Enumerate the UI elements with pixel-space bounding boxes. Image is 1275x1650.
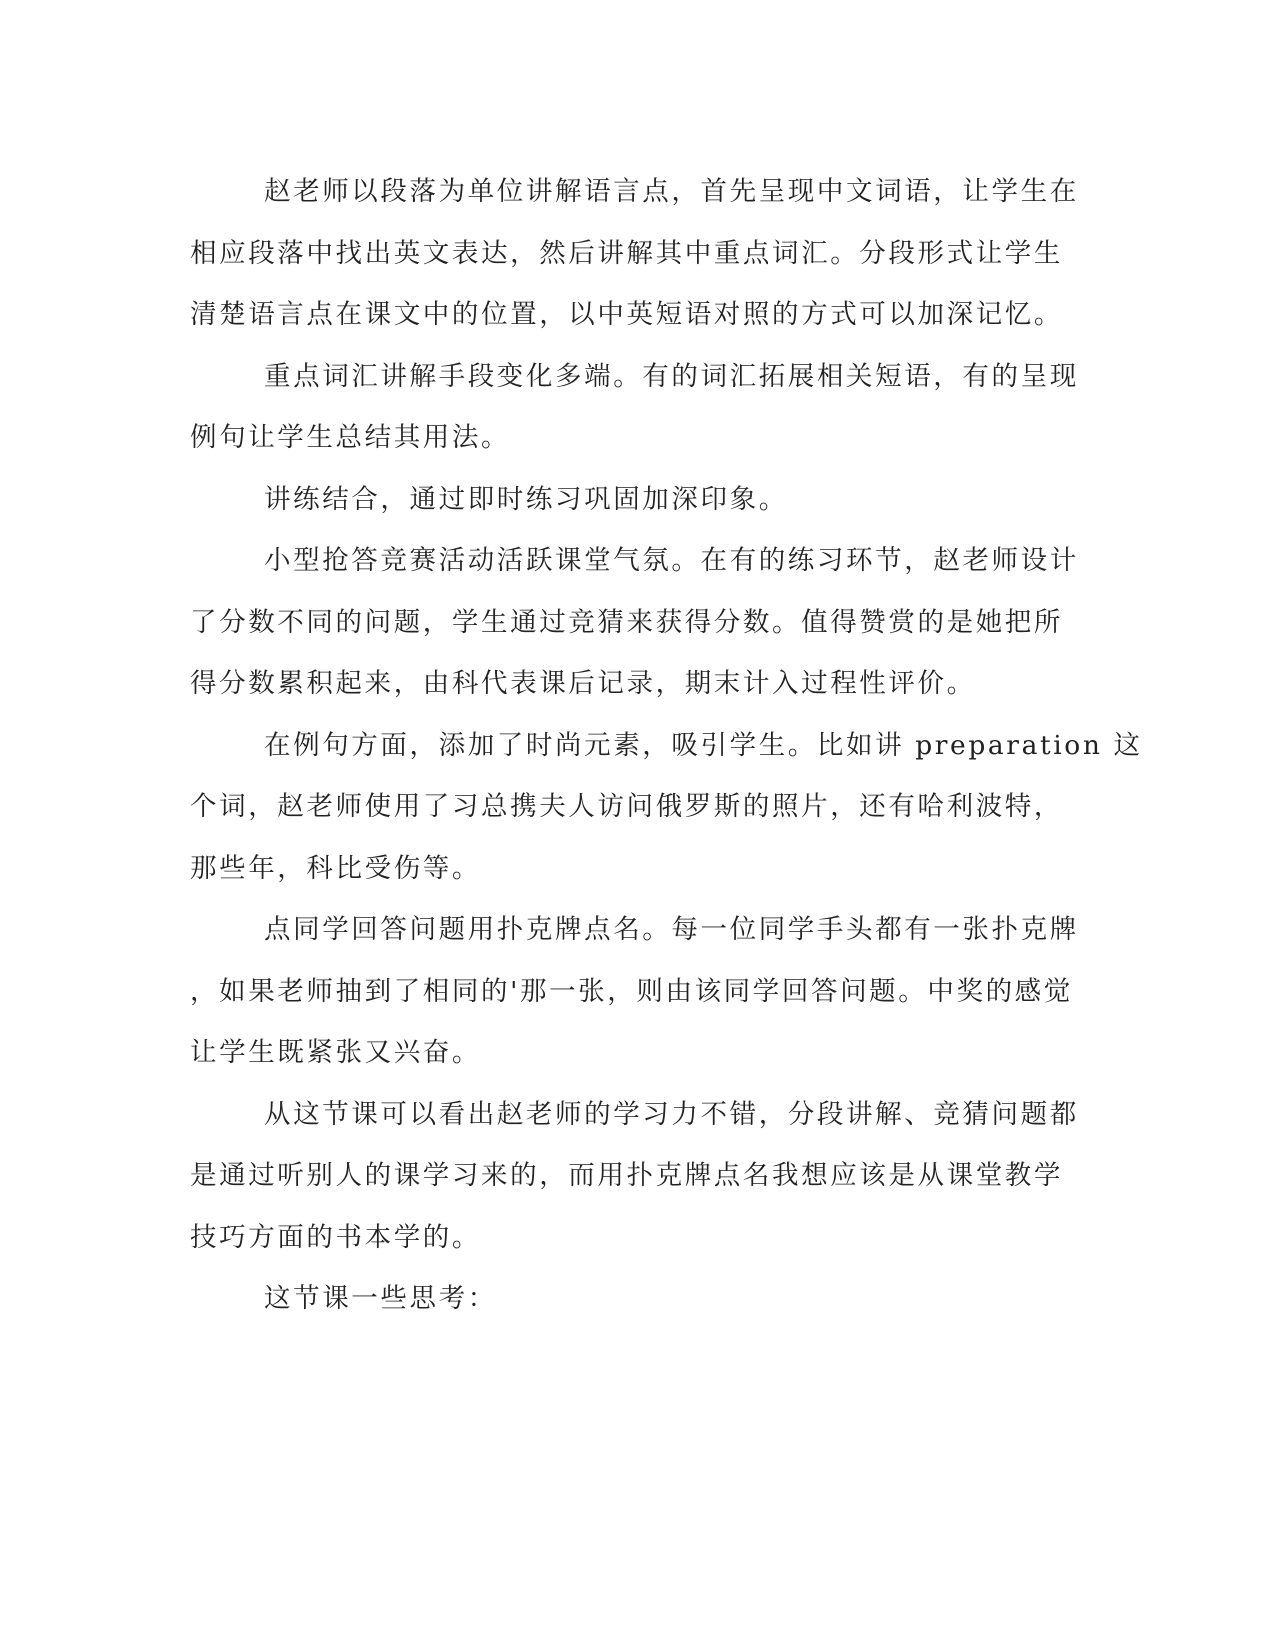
text-line: 讲练结合，通过即时练习巩固加深印象。 bbox=[264, 483, 788, 515]
text-line: 了分数不同的问题，学生通过竞猜来获得分数。值得赞赏的是她把所 bbox=[190, 606, 1063, 638]
text-line: 重点词汇讲解手段变化多端。有的词汇拓展相关短语，有的呈现 bbox=[264, 360, 1079, 392]
text-line: 技巧方面的书本学的。 bbox=[190, 1221, 481, 1253]
text-line: 是通过听别人的课学习来的，而用扑克牌点名我想应该是从课堂教学 bbox=[190, 1160, 1063, 1191]
text-line: 在例句方面，添加了时尚元素，吸引学生。比如讲 preparation 这 bbox=[264, 729, 1143, 761]
text-line: 点同学回答问题用扑克牌点名。每一位同学手头都有一张扑克牌 bbox=[264, 914, 1079, 945]
text-line: 小型抢答竞赛活动活跃课堂气氛。在有的练习环节，赵老师设计 bbox=[264, 545, 1079, 576]
text-line: 清楚语言点在课文中的位置，以中英短语对照的方式可以加深记忆。 bbox=[190, 299, 1063, 330]
text-line: ，如果老师抽到了相同的'那一张，则由该同学回答问题。中奖的感觉 bbox=[190, 975, 1073, 1007]
text-line: 从这节课可以看出赵老师的学习力不错，分段讲解、竞猜问题都 bbox=[264, 1098, 1079, 1130]
paragraph bbox=[190, 1084, 1080, 1269]
document-body bbox=[190, 161, 1143, 1330]
text-line: 得分数累积起来，由科代表课后记录，期末计入过程性评价。 bbox=[190, 668, 976, 699]
paragraph bbox=[190, 161, 1080, 346]
paragraph bbox=[190, 530, 1080, 715]
text-line: 例句让学生总结其用法。 bbox=[190, 422, 511, 453]
text-line: 让学生既紧张又兴奋。 bbox=[190, 1037, 481, 1068]
text-line: 这节课一些思考： bbox=[264, 1283, 497, 1314]
text-line: 赵老师以段落为单位讲解语言点，首先呈现中文词语，让学生在 bbox=[264, 176, 1079, 207]
text-line: 相应段落中找出英文表达，然后讲解其中重点词汇。分段形式让学生 bbox=[190, 237, 1063, 269]
paragraph bbox=[190, 715, 1143, 900]
paragraph bbox=[190, 346, 1080, 469]
paragraph bbox=[190, 899, 1080, 1084]
text-line: 那些年，科比受伤等。 bbox=[190, 852, 481, 884]
text-line: 个词，赵老师使用了习总携夫人访问俄罗斯的照片，还有哈利波特， bbox=[190, 791, 1063, 822]
paragraph bbox=[190, 469, 1080, 531]
paragraph bbox=[190, 1268, 1080, 1330]
